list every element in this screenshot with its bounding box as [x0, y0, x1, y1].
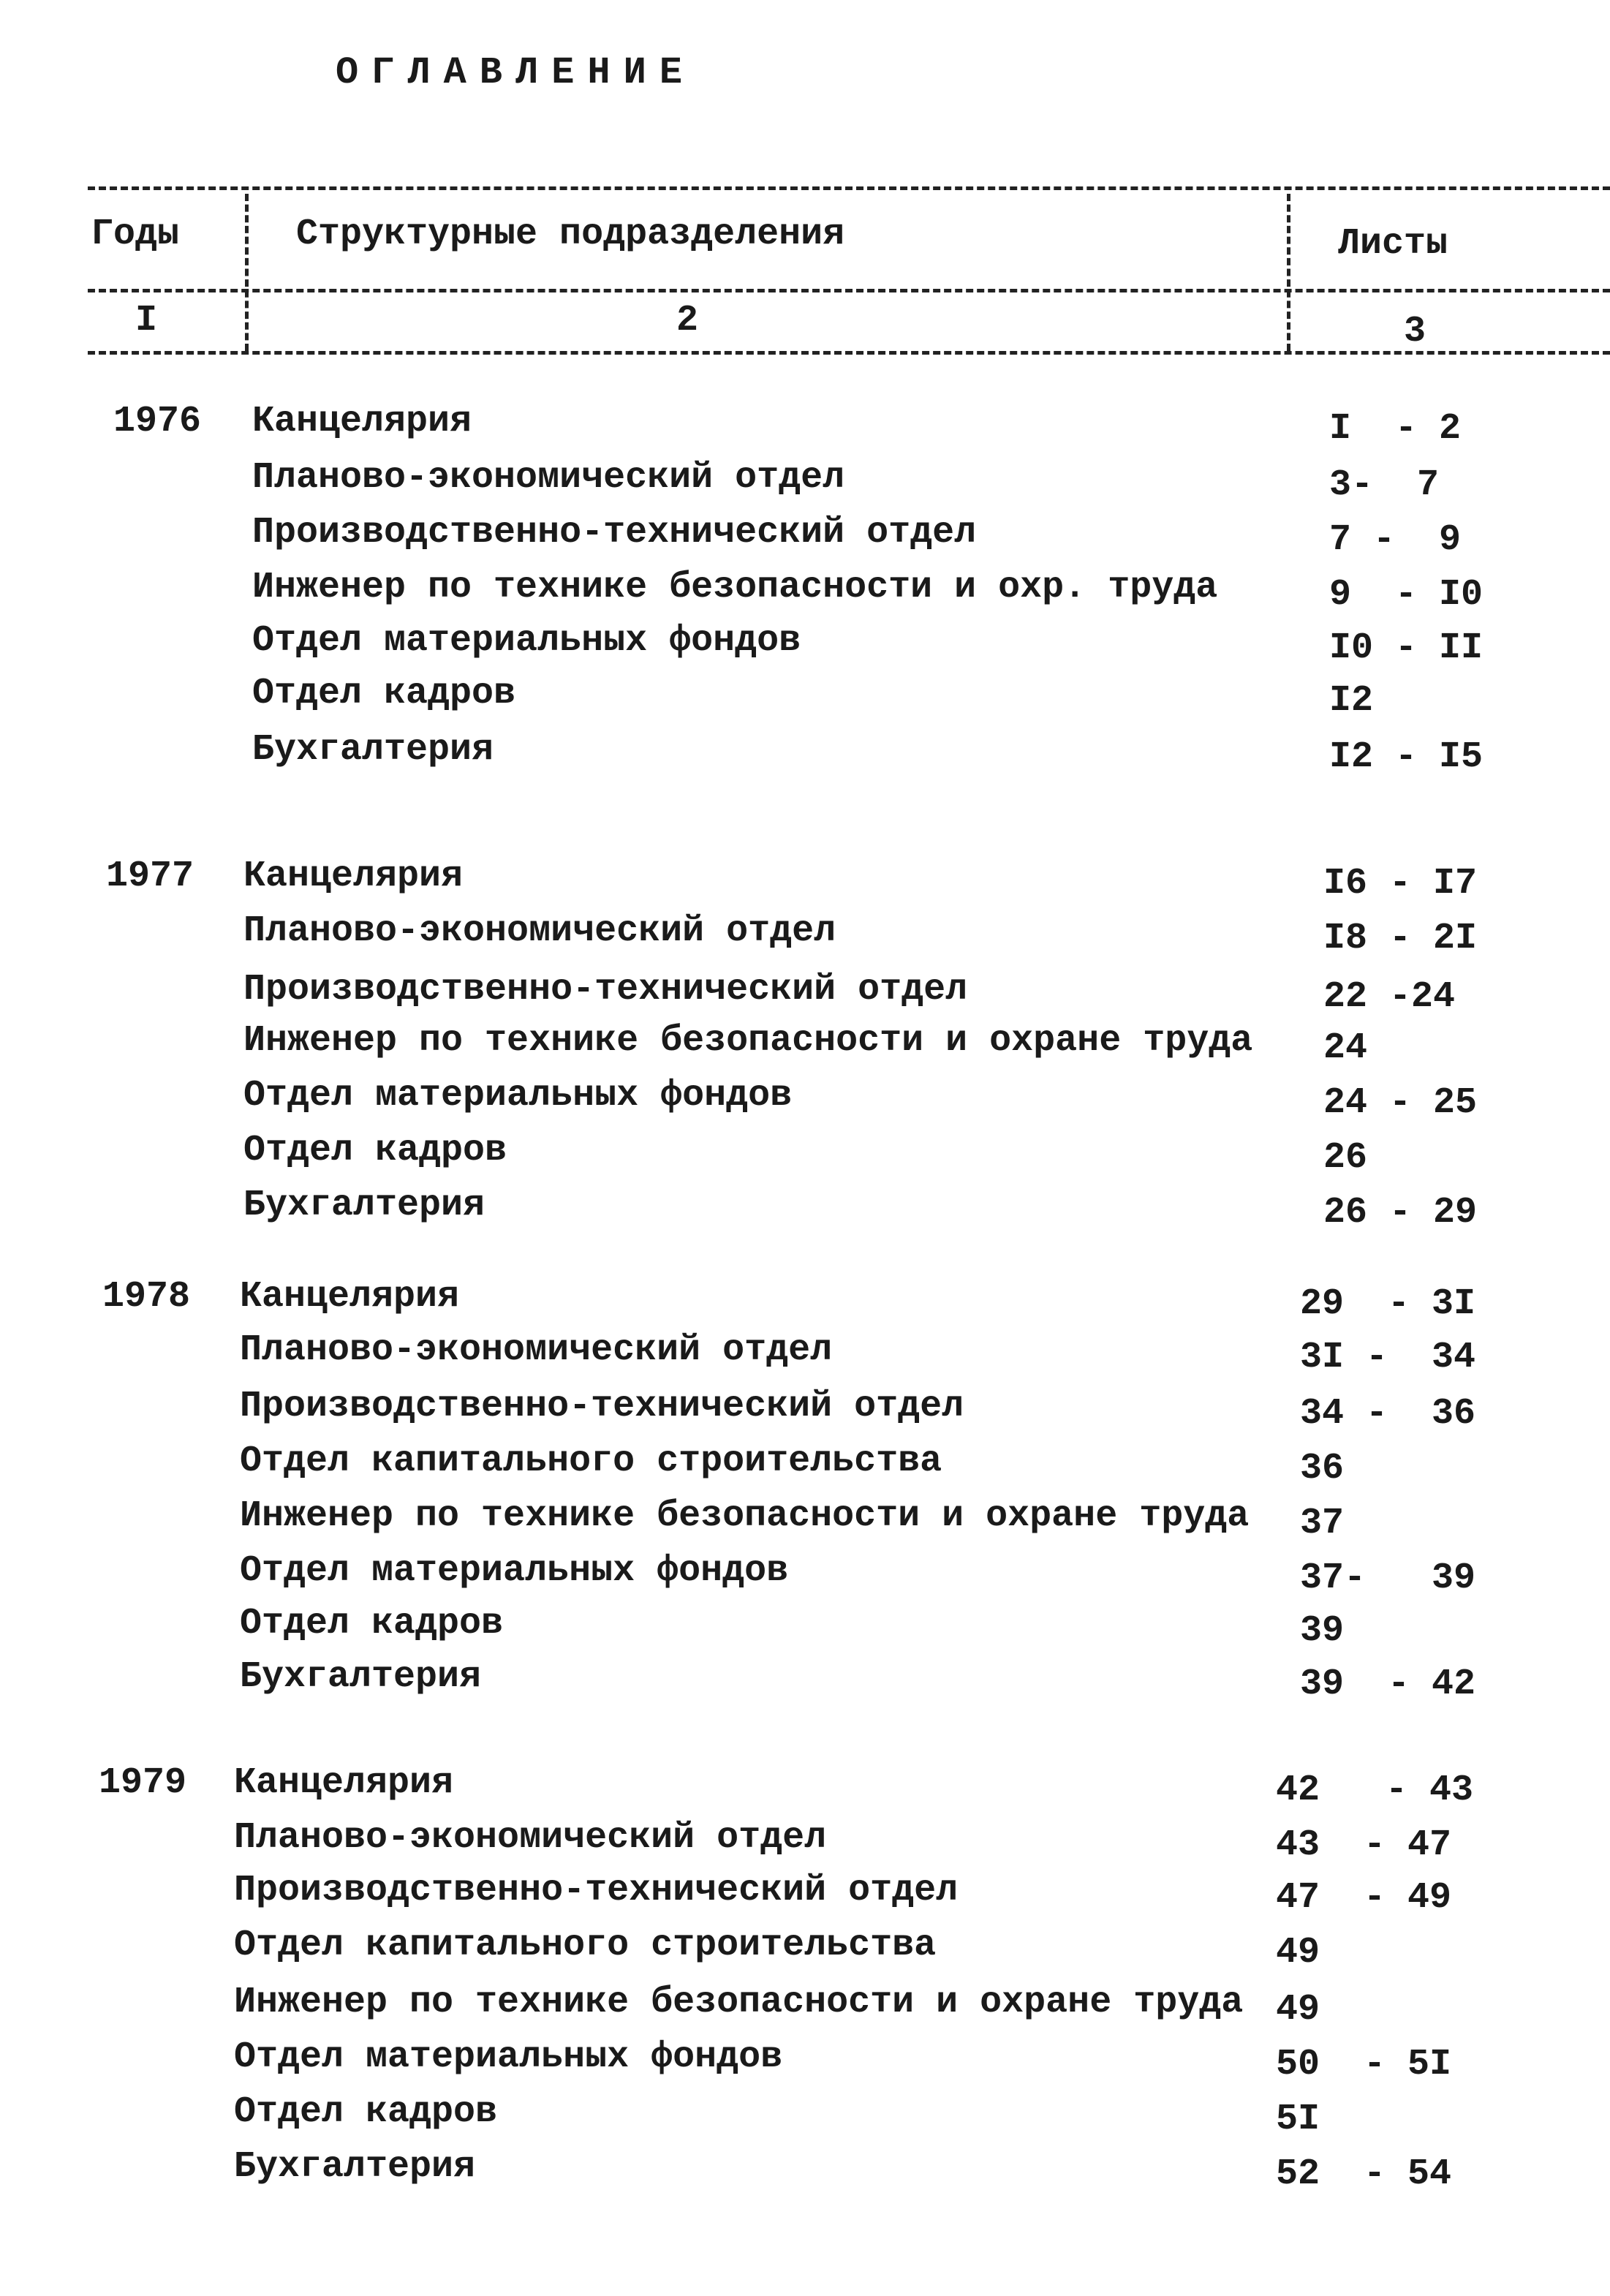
header-years: Годы	[91, 214, 180, 255]
column-number-1: I	[135, 300, 158, 341]
entry-name: Отдел материальных фондов	[252, 620, 801, 662]
entry-pages: 34 - 36	[1300, 1393, 1476, 1435]
entry-pages: I2 - I5	[1329, 736, 1484, 778]
entry-name: Бухгалтерия	[252, 729, 494, 771]
entry-name: Отдел капитального строительства	[240, 1440, 942, 1482]
header-middle-rule	[88, 289, 1610, 292]
entry-pages: 22 -24	[1323, 976, 1456, 1018]
entry-name: Отдел материальных фондов	[243, 1075, 793, 1117]
entry-name: Планово-экономический отдел	[252, 457, 845, 499]
entry-pages: 52 - 54	[1276, 2153, 1452, 2195]
entry-pages: 26 - 29	[1323, 1192, 1478, 1234]
entry-pages: I6 - I7	[1323, 863, 1478, 905]
entry-name: Инженер по технике безопасности и охране труда	[234, 1982, 1244, 2023]
entry-name: Планово-экономический отдел	[240, 1329, 833, 1371]
entry-name: Производственно-технический отдел	[243, 969, 968, 1011]
entry-pages: 7 - 9	[1329, 519, 1462, 561]
header-units: Структурные подразделения	[296, 214, 845, 255]
header-sheets: Листы	[1338, 223, 1448, 265]
entry-pages: 26	[1323, 1137, 1368, 1179]
entry-pages: 5I	[1276, 2099, 1320, 2140]
entry-name: Инженер по технике безопасности и охране труда	[240, 1495, 1250, 1537]
entry-pages: 39	[1300, 1610, 1345, 1652]
entry-name: Планово-экономический отдел	[234, 1817, 827, 1859]
entry-name: Отдел капитального строительства	[234, 1925, 937, 1966]
entry-pages: 39 - 42	[1300, 1664, 1476, 1705]
entry-pages: 47 - 49	[1276, 1877, 1452, 1919]
entry-pages: 50 - 5I	[1276, 2044, 1452, 2085]
entry-name: Бухгалтерия	[243, 1185, 485, 1226]
entry-pages: 49	[1276, 1989, 1320, 2031]
entry-pages: 24	[1323, 1027, 1368, 1069]
entry-name: Производственно-технический отдел	[234, 1870, 959, 1911]
entry-name: Производственно-технический отдел	[240, 1386, 964, 1427]
entry-name: Канцелярия	[234, 1762, 454, 1804]
entry-name: Канцелярия	[243, 856, 464, 897]
header-bottom-rule	[88, 351, 1610, 355]
entry-name: Производственно-технический отдел	[252, 512, 977, 554]
page-title: ОГЛАВЛЕНИЕ	[335, 51, 696, 94]
entry-name: Отдел кадров	[243, 1130, 507, 1171]
year-label: 1978	[102, 1276, 191, 1318]
entry-pages: I - 2	[1329, 408, 1462, 450]
entry-pages: 29 - 3I	[1300, 1283, 1476, 1325]
entry-pages: 3- 7	[1329, 464, 1440, 506]
entry-pages: I2	[1329, 680, 1374, 722]
entry-name: Бухгалтерия	[234, 2146, 476, 2188]
header-column-separator-1	[245, 194, 249, 351]
year-label: 1979	[99, 1762, 187, 1804]
column-number-2: 2	[676, 300, 699, 341]
entry-name: Отдел материальных фондов	[240, 1550, 789, 1592]
entry-pages: 3I - 34	[1300, 1337, 1476, 1378]
entry-pages: 42 - 43	[1276, 1770, 1474, 1811]
entry-pages: 36	[1300, 1448, 1345, 1489]
entry-pages: 24 - 25	[1323, 1082, 1478, 1124]
entry-name: Планово-экономический отдел	[243, 910, 836, 952]
entry-name: Бухгалтерия	[240, 1656, 482, 1698]
entry-name: Отдел кадров	[234, 2091, 498, 2133]
header-column-separator-2	[1287, 194, 1290, 351]
entry-name: Инженер по технике безопасности и охр. труда	[252, 567, 1218, 608]
entry-name: Инженер по технике безопасности и охране труда	[243, 1020, 1253, 1062]
entry-pages: 37	[1300, 1503, 1345, 1544]
column-number-3: 3	[1404, 311, 1426, 352]
header-top-rule	[88, 186, 1610, 190]
entry-name: Канцелярия	[240, 1276, 460, 1318]
entry-pages: 49	[1276, 1932, 1320, 1974]
entry-pages: I0 - II	[1329, 627, 1484, 669]
entry-name: Отдел кадров	[252, 673, 516, 714]
year-label: 1976	[113, 401, 202, 442]
year-label: 1977	[106, 856, 194, 897]
entry-pages: 37- 39	[1300, 1557, 1476, 1599]
entry-name: Отдел кадров	[240, 1603, 504, 1644]
entry-pages: I8 - 2I	[1323, 918, 1478, 959]
entry-pages: 9 - I0	[1329, 574, 1484, 616]
entry-name: Канцелярия	[252, 401, 472, 442]
entry-pages: 43 - 47	[1276, 1824, 1452, 1866]
entry-name: Отдел материальных фондов	[234, 2036, 783, 2078]
